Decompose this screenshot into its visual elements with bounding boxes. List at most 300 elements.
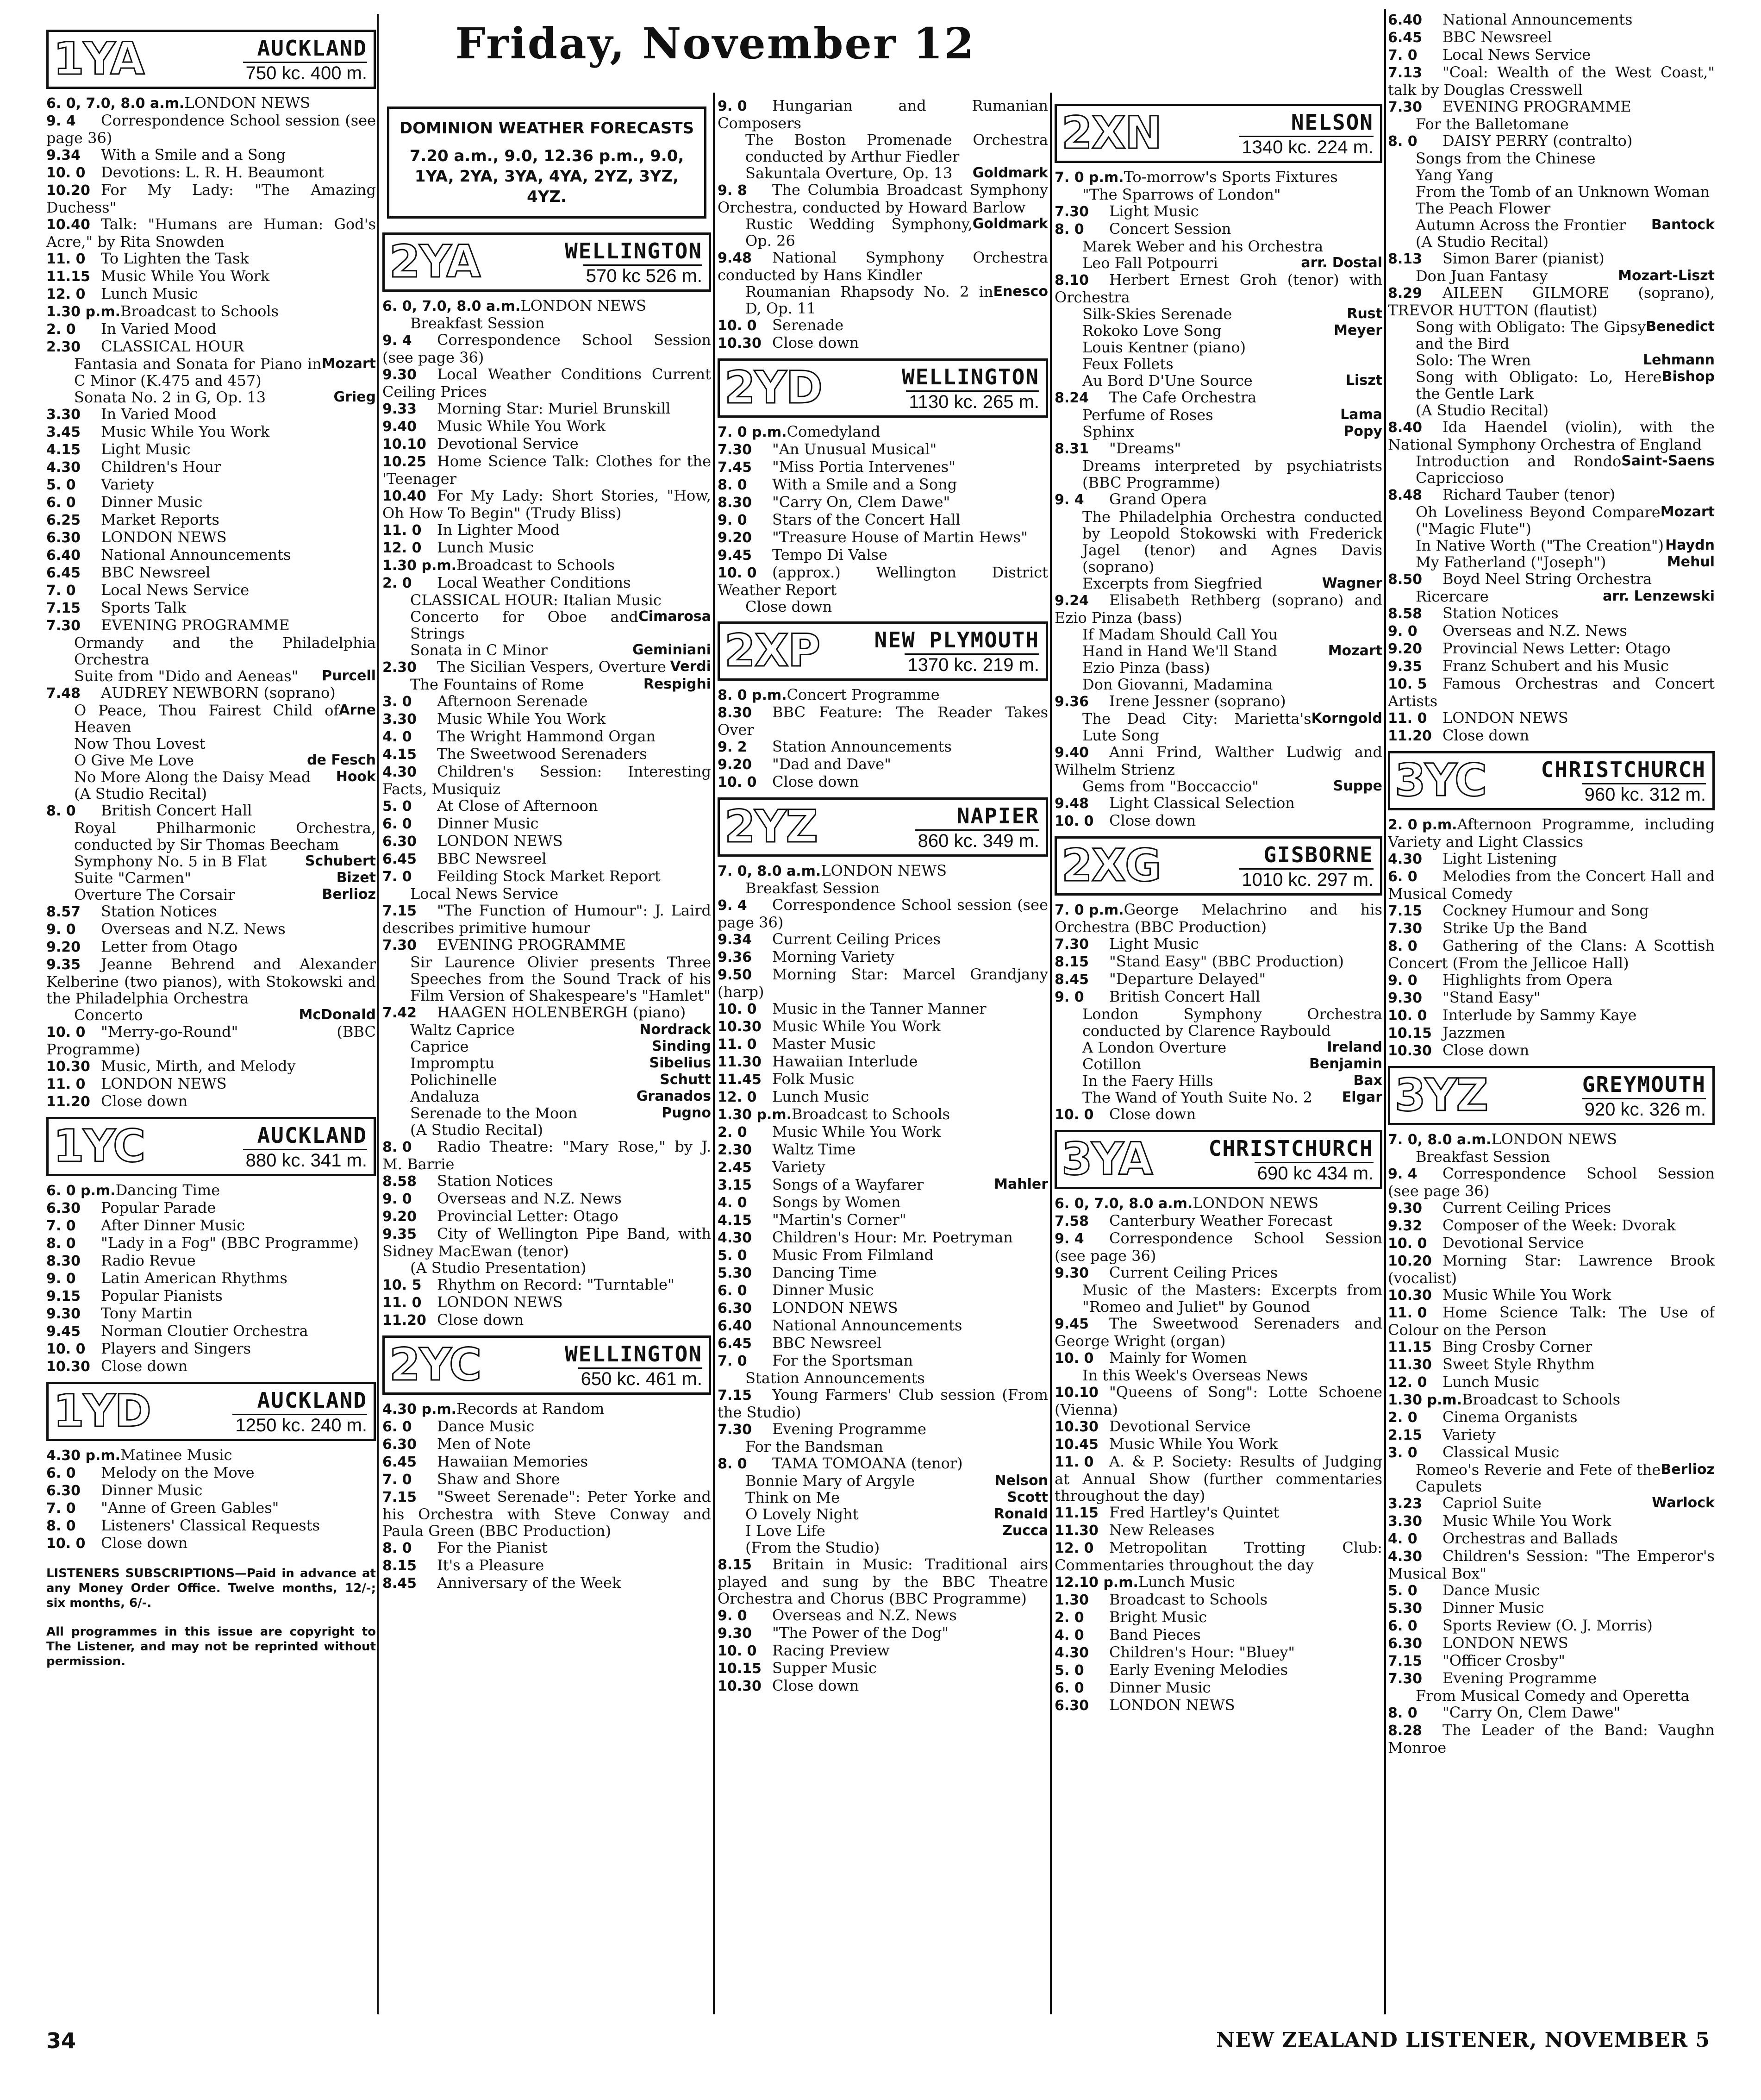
programme-item bbox=[1388, 605, 1715, 622]
station-frequency: 1130 kc. 265 m. bbox=[906, 390, 1039, 413]
programme-item bbox=[718, 931, 1048, 948]
programme-item bbox=[382, 592, 711, 608]
programme-time: 2. 0 bbox=[382, 575, 412, 591]
composer-name: Wagner bbox=[1322, 575, 1382, 591]
programme-time: 4.30 bbox=[1055, 1645, 1089, 1661]
programme-title: Local Weather Conditions bbox=[437, 574, 631, 591]
programme-title: "Miss Portia Intervenes" bbox=[772, 458, 955, 476]
programme-item bbox=[46, 921, 376, 938]
programme-time: 9.15 bbox=[46, 1288, 81, 1304]
programme-time: 9.35 bbox=[382, 1226, 417, 1242]
programme-time: 10.10 bbox=[382, 436, 426, 452]
programme-item bbox=[1388, 1252, 1715, 1286]
programme-title: Devotional Service bbox=[437, 435, 579, 452]
composer-name: Sinding bbox=[652, 1038, 711, 1054]
programme-item bbox=[1388, 1530, 1715, 1548]
programme-time: 4.30 bbox=[382, 764, 417, 780]
programme-title: Songs of a Wayfarer bbox=[772, 1176, 924, 1193]
programme-item bbox=[1388, 1304, 1715, 1338]
programme-title: Station Notices bbox=[1443, 604, 1559, 622]
programme-title: Boyd Neel String Orchestra bbox=[1443, 570, 1652, 588]
programme-item bbox=[1055, 423, 1382, 440]
programme-item bbox=[718, 1018, 1048, 1035]
programme-title: LONDON NEWS bbox=[821, 862, 947, 879]
programme-time: 7. 0 p.m. bbox=[1055, 902, 1124, 918]
composer-name: Mozart bbox=[1660, 504, 1715, 520]
programme-time: 2.45 bbox=[718, 1160, 752, 1176]
programme-item bbox=[718, 1607, 1048, 1624]
programme-title: BBC Newsreel bbox=[101, 564, 211, 581]
programme-title: The Cafe Orchestra bbox=[1109, 389, 1257, 406]
programme-item bbox=[382, 1539, 711, 1557]
programme-title: (A Studio Recital) bbox=[74, 785, 207, 802]
programme-item bbox=[1055, 1418, 1382, 1436]
programme-item bbox=[1055, 322, 1382, 339]
station-header-3ya bbox=[1055, 1130, 1382, 1189]
programme-item bbox=[46, 564, 376, 582]
programme-item bbox=[46, 634, 376, 668]
programme-item bbox=[46, 582, 376, 599]
programme-title: Grand Opera bbox=[1109, 490, 1207, 508]
station-code: 2XN bbox=[1062, 107, 1162, 159]
programme-item bbox=[1388, 1426, 1715, 1444]
programme-title: Variety bbox=[101, 476, 154, 493]
station-code: 3YA bbox=[1062, 1133, 1152, 1185]
programme-item bbox=[382, 1172, 711, 1190]
programme-title: Close down bbox=[437, 1311, 524, 1329]
programme-time: 7.15 bbox=[718, 1387, 752, 1404]
programme-item bbox=[1055, 356, 1382, 372]
programme-title: For the Balletomane bbox=[1416, 115, 1569, 133]
programme-time: 6.30 bbox=[1055, 1698, 1089, 1714]
programme-time: 11.15 bbox=[1055, 1505, 1099, 1521]
programme-title: Folk Music bbox=[772, 1070, 855, 1088]
programme-item bbox=[382, 1471, 711, 1488]
programme-time: 10.40 bbox=[382, 488, 426, 504]
programme-title: Silk-Skies Serenade bbox=[1082, 305, 1232, 323]
programme-time: 8.10 bbox=[1055, 272, 1089, 288]
programme-title: Close down bbox=[772, 334, 859, 351]
programme-item bbox=[1055, 1626, 1382, 1644]
station-city: AUCKLAND bbox=[257, 1123, 367, 1148]
programme-item bbox=[1388, 902, 1715, 920]
programme-time: 3.30 bbox=[46, 407, 81, 423]
programme-time: 10.30 bbox=[1055, 1419, 1099, 1435]
programme-title: BBC Newsreel bbox=[437, 850, 547, 867]
programme-time: 8.30 bbox=[46, 1253, 81, 1269]
programme-item bbox=[718, 165, 1048, 182]
programme-title: Evening Programme bbox=[772, 1420, 927, 1438]
programme-title: Letter from Otago bbox=[101, 938, 238, 955]
station-code: 2XP bbox=[724, 625, 820, 677]
programme-title: Music, Mirth, and Melody bbox=[101, 1057, 296, 1075]
station-code: 2YA bbox=[389, 236, 480, 288]
programme-time: 9.30 bbox=[1388, 1200, 1423, 1216]
composer-name: Popy bbox=[1343, 423, 1382, 439]
programme-item bbox=[46, 164, 376, 182]
programme-item bbox=[718, 1035, 1048, 1053]
programme-title: Tempo Di Valse bbox=[772, 546, 887, 564]
programme-item bbox=[1388, 1131, 1715, 1148]
programme-title: Master Music bbox=[772, 1035, 876, 1053]
programme-title: "The Function of Humour": J. Laird describes primitive humour bbox=[382, 902, 711, 937]
programme-list-2ya-continued bbox=[718, 97, 1048, 352]
programme-time: 8.30 bbox=[718, 495, 752, 511]
programme-time: 10. 0 bbox=[46, 1341, 86, 1357]
programme-title: Early Evening Melodies bbox=[1109, 1661, 1288, 1679]
programme-title: Polichinelle bbox=[410, 1071, 497, 1089]
programme-time: 9. 0 bbox=[1055, 989, 1084, 1005]
programme-title: Dance Music bbox=[1443, 1581, 1540, 1599]
programme-title: From Musical Comedy and Operetta bbox=[1416, 1687, 1690, 1705]
programme-time: 8.50 bbox=[1388, 571, 1423, 588]
programme-time: 10. 0 bbox=[1055, 1107, 1094, 1123]
programme-item bbox=[718, 1176, 1048, 1194]
programme-time: 4.30 p.m. bbox=[382, 1401, 456, 1417]
programme-item bbox=[718, 546, 1048, 564]
programme-time: 5. 0 bbox=[46, 477, 76, 493]
programme-item bbox=[46, 1058, 376, 1075]
programme-item bbox=[1388, 419, 1715, 453]
programme-time: 9.24 bbox=[1055, 593, 1089, 609]
programme-title: Music While You Work bbox=[101, 267, 270, 285]
programme-title: LONDON NEWS bbox=[772, 1299, 898, 1316]
programme-title: Canterbury Weather Forecast bbox=[1109, 1212, 1333, 1229]
programme-time: 7.30 bbox=[1055, 204, 1089, 220]
composer-name: Zucca bbox=[1002, 1523, 1048, 1539]
programme-time: 7. 0, 8.0 a.m. bbox=[718, 863, 821, 879]
programme-time: 12. 0 bbox=[46, 286, 86, 302]
programme-item bbox=[46, 1252, 376, 1270]
programme-title: Children's Hour: Mr. Poetryman bbox=[772, 1229, 1013, 1246]
programme-time: 8.45 bbox=[1055, 972, 1089, 988]
programme-title: With a Smile and a Song bbox=[772, 476, 957, 493]
programme-item bbox=[382, 763, 711, 797]
programme-title: Caprice bbox=[410, 1038, 469, 1055]
programme-item bbox=[1388, 1444, 1715, 1461]
programme-item bbox=[1055, 988, 1382, 1006]
programme-title: Waltz Time bbox=[772, 1141, 856, 1158]
programme-time: 8.58 bbox=[382, 1173, 417, 1190]
programme-title: Correspondence School session (see page 36) bbox=[718, 896, 1048, 931]
programme-item bbox=[46, 1323, 376, 1340]
composer-name: Mozart bbox=[321, 356, 376, 372]
programme-item bbox=[46, 769, 376, 785]
programme-title: AUDREY NEWBORN (soprano) bbox=[101, 684, 336, 702]
programme-time: 9.20 bbox=[46, 939, 81, 955]
programme-title: Young Farmers' Club session (From the Studio) bbox=[718, 1386, 1048, 1421]
programme-title: Afternoon Programme, including Variety and Light Classics bbox=[1388, 815, 1715, 851]
programme-item bbox=[718, 756, 1048, 773]
programme-title: "Merry-go-Round" (BBC Programme) bbox=[46, 1023, 376, 1058]
programme-time: 9. 4 bbox=[1388, 1166, 1418, 1182]
programme-list-1ya bbox=[46, 94, 376, 1110]
programme-title: Local News Service bbox=[410, 885, 559, 903]
programme-item bbox=[382, 676, 711, 693]
programme-time: 7. 0 p.m. bbox=[1055, 169, 1124, 186]
programme-item bbox=[382, 1488, 711, 1539]
programme-item bbox=[1055, 1072, 1382, 1089]
programme-item bbox=[718, 1159, 1048, 1176]
programme-item bbox=[718, 1229, 1048, 1247]
programme-time: 9.36 bbox=[718, 949, 752, 965]
programme-time: 10.20 bbox=[1388, 1253, 1432, 1269]
programme-time: 7.48 bbox=[46, 685, 81, 702]
programme-time: 2. 0 bbox=[46, 321, 76, 338]
programme-time: 7.30 bbox=[382, 937, 417, 953]
programme-time: 1.30 p.m. bbox=[46, 304, 120, 320]
programme-title: Composer of the Week: Dvorak bbox=[1443, 1216, 1676, 1234]
composer-name: Verdi bbox=[670, 658, 711, 675]
column-rule bbox=[1384, 9, 1386, 2014]
programme-title: "Martin's Corner" bbox=[772, 1211, 906, 1229]
programme-item bbox=[1055, 693, 1382, 710]
station-code: 2YD bbox=[724, 362, 822, 414]
programme-item bbox=[718, 1071, 1048, 1088]
programme-item bbox=[1388, 369, 1715, 402]
programme-item bbox=[46, 1499, 376, 1517]
programme-item bbox=[46, 1217, 376, 1235]
programme-title: Close down bbox=[745, 598, 832, 615]
composer-name: Elgar bbox=[1342, 1089, 1382, 1105]
programme-time: 4. 0 bbox=[382, 729, 412, 745]
programme-item bbox=[1388, 1687, 1715, 1704]
programme-title: Close down bbox=[101, 1534, 188, 1552]
programme-time: 12.10 p.m. bbox=[1055, 1574, 1138, 1591]
programme-title: Anniversary of the Week bbox=[437, 1574, 621, 1592]
composer-name: Geminiani bbox=[632, 642, 711, 658]
station-code: 1YC bbox=[53, 1120, 145, 1172]
programme-title: A. & P. Society: Results of Judging at Annual Show (further commentaries throughout the day) bbox=[1055, 1453, 1382, 1504]
programme-title: For My Lady: Short Stories, "How, Oh How To Begin" (Trudy Bliss) bbox=[382, 487, 711, 522]
programme-time: 7. 0 bbox=[46, 1500, 76, 1517]
programme-time: 11.15 bbox=[46, 269, 90, 285]
programme-title: Music in the Tanner Manner bbox=[772, 1000, 987, 1017]
composer-name: de Fesch bbox=[307, 752, 376, 768]
programme-item bbox=[1388, 1199, 1715, 1217]
programme-time: 9. 4 bbox=[1055, 492, 1084, 508]
programme-title: To Lighten the Task bbox=[101, 250, 249, 267]
station-header-2yd bbox=[718, 358, 1048, 418]
programme-title: National Symphony Orchestra conducted by Hans Kindler bbox=[718, 249, 1048, 284]
programme-title: (From the Studio) bbox=[745, 1539, 880, 1556]
programme-item bbox=[1388, 1599, 1715, 1617]
programme-title: Music While You Work bbox=[437, 417, 606, 435]
programme-time: 6. 0 bbox=[1055, 1680, 1084, 1696]
programme-title: Broadcast to Schools bbox=[1462, 1391, 1621, 1408]
composer-name: Goldmark bbox=[972, 165, 1048, 181]
programme-time: 9.32 bbox=[1388, 1218, 1423, 1234]
programme-time: 10. 0 bbox=[1055, 1350, 1094, 1367]
programme-title: Ricercare bbox=[1416, 588, 1489, 605]
programme-title: Sports Talk bbox=[101, 599, 186, 616]
programme-item bbox=[718, 1677, 1048, 1695]
programme-item bbox=[1388, 537, 1715, 554]
composer-name: Bantock bbox=[1651, 217, 1715, 233]
programme-title: Music While You Work bbox=[1443, 1286, 1611, 1304]
programme-title: Leo Fall Potpourri bbox=[1082, 254, 1218, 272]
programme-time: 1.30 bbox=[1055, 1592, 1089, 1608]
programme-title: Songs by Women bbox=[772, 1193, 901, 1211]
composer-name: Mozart bbox=[1328, 643, 1382, 659]
programme-title: The Fountains of Rome bbox=[410, 676, 584, 693]
programme-title: Lunch Music bbox=[1138, 1573, 1235, 1591]
programme-item bbox=[1388, 217, 1715, 233]
station-frequency: 1340 kc. 224 m. bbox=[1239, 136, 1374, 158]
programme-time: 4.30 bbox=[46, 459, 81, 476]
programme-item bbox=[1055, 508, 1382, 575]
programme-title: Rustic Wedding Symphony, Op. 26 bbox=[745, 215, 973, 250]
copyright-notice: All programmes in this issue are copyright to The Listener, and may not be reprinted without permission. bbox=[46, 1625, 376, 1668]
programme-item bbox=[382, 1055, 711, 1072]
programme-item bbox=[1055, 1230, 1382, 1264]
programme-time: 4. 0 bbox=[1388, 1531, 1418, 1547]
station-frequency: 1010 kc. 297 m. bbox=[1239, 868, 1374, 890]
station-frequency: 570 kc 526 m. bbox=[583, 264, 702, 287]
programme-title: Correspondence School Session (see page 36) bbox=[382, 331, 711, 366]
programme-item bbox=[1055, 1436, 1382, 1453]
programme-time: 9.45 bbox=[46, 1323, 81, 1340]
station-code: 1YA bbox=[53, 33, 144, 85]
programme-time: 11. 0 bbox=[718, 1036, 757, 1053]
programme-item bbox=[1388, 1391, 1715, 1409]
programme-title: Songs from the Chinese bbox=[1416, 150, 1596, 167]
programme-title: Records at Random bbox=[456, 1400, 605, 1417]
programme-title: Herbert Ernest Groh (tenor) with Orchestra bbox=[1055, 271, 1382, 306]
programme-item bbox=[718, 880, 1048, 896]
programme-time: 8.57 bbox=[46, 904, 81, 920]
programme-title: (approx.) Wellington District Weather Report bbox=[718, 564, 1048, 599]
programme-title: Lunch Music bbox=[101, 285, 198, 302]
programme-title: Current Ceiling Prices bbox=[1443, 1199, 1611, 1216]
programme-item bbox=[1055, 744, 1382, 778]
programme-time: 11.20 bbox=[46, 1094, 90, 1110]
composer-name: McDonald bbox=[299, 1007, 376, 1023]
programme-time: 7.58 bbox=[1055, 1213, 1089, 1229]
programme-title: "An Unusual Musical" bbox=[772, 440, 937, 458]
programme-title: Men of Note bbox=[437, 1435, 531, 1453]
programme-item bbox=[382, 954, 711, 1004]
programme-time: 7. 0, 8.0 a.m. bbox=[1388, 1132, 1492, 1148]
programme-title: BBC Feature: The Reader Takes Over bbox=[718, 703, 1048, 739]
programme-time: 5. 0 bbox=[718, 1247, 747, 1264]
programme-item bbox=[1055, 1522, 1382, 1539]
programme-title: Home Science Talk: Clothes for the 'Teenager bbox=[382, 452, 711, 488]
station-city: CHRISTCHURCH bbox=[1208, 1136, 1374, 1161]
programme-item bbox=[718, 1194, 1048, 1211]
programme-title: In this Week's Overseas News bbox=[1082, 1367, 1308, 1384]
programme-time: 10.40 bbox=[46, 217, 90, 233]
programme-time: 11. 0 bbox=[46, 1076, 86, 1092]
composer-name: Ireland bbox=[1327, 1039, 1382, 1055]
programme-time: 2.30 bbox=[718, 1142, 752, 1158]
programme-list-3ya-continued bbox=[1388, 11, 1715, 745]
programme-title: Music While You Work bbox=[437, 710, 606, 727]
programme-time: 12. 0 bbox=[1055, 1540, 1094, 1556]
programme-title: BBC Newsreel bbox=[1443, 28, 1552, 46]
programme-title: LONDON NEWS bbox=[520, 297, 647, 314]
programme-title: Light Music bbox=[1109, 935, 1199, 953]
programme-title: "Treasure House of Martin Hews" bbox=[772, 528, 1028, 546]
programme-title: Irene Jessner (soprano) bbox=[1109, 692, 1286, 710]
programme-title: "The Sparrows of London" bbox=[1082, 186, 1281, 203]
programme-title: Ormandy and the Philadelphia Orchestra bbox=[74, 634, 376, 668]
programme-item bbox=[1055, 1679, 1382, 1697]
programme-item bbox=[718, 598, 1048, 615]
programme-item bbox=[718, 1000, 1048, 1018]
programme-title: Breakfast Session bbox=[410, 314, 545, 332]
programme-item bbox=[718, 529, 1048, 546]
programme-list-3yz bbox=[1388, 1131, 1715, 1756]
programme-title: Tony Martin bbox=[101, 1304, 193, 1322]
programme-title: Bright Music bbox=[1109, 1608, 1207, 1626]
programme-title: Don Juan Fantasy bbox=[1416, 267, 1548, 285]
composer-name: Mehul bbox=[1667, 554, 1715, 570]
programme-title: Au Bord D'Une Source bbox=[1082, 372, 1253, 389]
programme-item bbox=[46, 1287, 376, 1305]
programme-time: 1.30 p.m. bbox=[718, 1107, 792, 1123]
programme-item bbox=[1055, 306, 1382, 322]
programme-title: Provincial News Letter: Otago bbox=[1443, 639, 1671, 657]
programme-time: 4.30 bbox=[1388, 851, 1423, 867]
programme-title: The Sweetwood Serenaders and George Wright (organ) bbox=[1055, 1315, 1382, 1350]
programme-time: 9.34 bbox=[718, 932, 752, 948]
programme-item bbox=[718, 773, 1048, 791]
composer-name: Rust bbox=[1347, 306, 1382, 322]
station-frequency: 960 kc. 312 m. bbox=[1582, 783, 1706, 805]
programme-list-2ya bbox=[382, 297, 711, 1329]
programme-item bbox=[718, 1455, 1048, 1473]
programme-time: 3.15 bbox=[718, 1177, 752, 1193]
programme-item bbox=[1388, 868, 1715, 902]
programme-item bbox=[382, 1190, 711, 1208]
programme-item bbox=[718, 862, 1048, 880]
programme-item bbox=[1055, 953, 1382, 971]
programme-item bbox=[1388, 1286, 1715, 1304]
programme-time: 9. 4 bbox=[718, 897, 747, 914]
programme-title: Dancing Time bbox=[772, 1264, 877, 1281]
programme-time: 8. 0 p.m. bbox=[718, 687, 787, 703]
programme-item bbox=[46, 511, 376, 529]
programme-time: 7. 0 bbox=[46, 1218, 76, 1234]
programme-title: Popular Parade bbox=[101, 1199, 216, 1216]
programme-item bbox=[46, 903, 376, 921]
programme-title: Comedyland bbox=[787, 423, 880, 440]
programme-time: 8. 0 bbox=[382, 1540, 412, 1556]
programme-item bbox=[1055, 1315, 1382, 1349]
programme-title: Richard Tauber (tenor) bbox=[1443, 486, 1616, 503]
programme-title: "Carry On, Clem Dawe" bbox=[772, 493, 950, 511]
programme-title: Simon Barer (pianist) bbox=[1443, 250, 1605, 267]
programme-time: 9.35 bbox=[1388, 658, 1423, 675]
programme-time: 11.30 bbox=[718, 1054, 762, 1070]
programme-time: 5. 0 bbox=[1055, 1662, 1084, 1679]
programme-title: The Philadelphia Orchestra conducted by Leopold Stokowski with Frederick Jagel (tenor) and Agnes Davis (soprano) bbox=[1082, 508, 1382, 576]
programme-item bbox=[1388, 972, 1715, 989]
programme-time: 9.30 bbox=[1055, 1265, 1089, 1281]
programme-item bbox=[46, 938, 376, 956]
programme-item bbox=[1055, 169, 1382, 186]
programme-item bbox=[1055, 1384, 1382, 1418]
programme-title: (A Studio Recital) bbox=[410, 1121, 543, 1139]
programme-item bbox=[46, 802, 376, 820]
programme-title: Afternoon Serenade bbox=[437, 692, 588, 710]
programme-time: 11.15 bbox=[1388, 1339, 1432, 1355]
programme-title: Franz Schubert and his Music bbox=[1443, 657, 1669, 675]
programme-title: Suite "Carmen" bbox=[74, 869, 191, 887]
programme-title: Suite from "Dido and Aeneas" bbox=[74, 667, 299, 685]
programme-item bbox=[46, 423, 376, 441]
